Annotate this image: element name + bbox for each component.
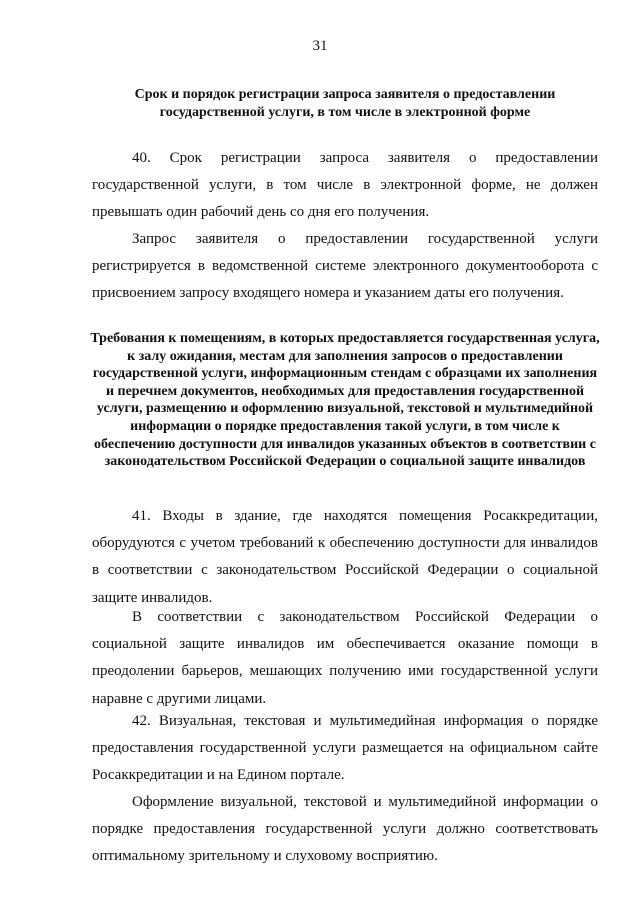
page-number: 31 (312, 38, 328, 54)
section-heading-registration: Срок и порядок регистрации запроса заявителя о предоставлении государственной услуги, в том числе в электронной форме (134, 87, 556, 120)
paragraph-40: 40. Срок регистрации запроса заявителя о предоставлении государственной услуги, в том числе в электронной форме, не должен превышать один рабочий день со дня его получения. (92, 150, 598, 221)
section-heading-premises: Требования к помещениям, в которых предоставляется государственная услуга, к залу ожидания, местам для заполнения запросов о предоставлении государственной услуги, информационным стендам с образцами их заполнения и перечнем документов, необходимых для предоставления государственной услуги, размещению и оформлению визуальной, текстовой и мультимедийной информации о порядке предоставления такой услуги, в том числе к обеспечению доступности для инвалидов указанных объектов в соответствии с законодательством Российской Федерации о социальной защите инвалидов (90, 331, 600, 470)
paragraph-41: 41. Входы в здание, где находятся помещения Росаккредитации, оборудуются с учетом требований к обеспечению доступности для инвалидов в соответствии с законодательством Российской Федерации о социальной защите инвалидов. (92, 508, 598, 606)
paragraph-40-registration: Запрос заявителя о предоставлении государственной услуги регистрируется в ведомственной системе электронного документооборота с присвоением запросу входящего номера и указанием даты его получения. (92, 231, 598, 302)
paragraph-42: 42. Визуальная, текстовая и мультимедийная информация о порядке предоставления государственной услуги размещается на официальном сайте Росаккредитации и на Едином портале. (92, 713, 598, 784)
paragraph-42-design: Оформление визуальной, текстовой и мультимедийной информации о порядке предоставления государственной услуги должно соответствовать оптимальному зрительному и слуховому восприятию. (92, 794, 598, 865)
paragraph-41-assistance: В соответствии с законодательством Российской Федерации о социальной защите инвалидов им обеспечивается оказание помощи в преодолении барьеров, мешающих получению ими государственной услуги наравне с другими лицами. (92, 609, 598, 707)
